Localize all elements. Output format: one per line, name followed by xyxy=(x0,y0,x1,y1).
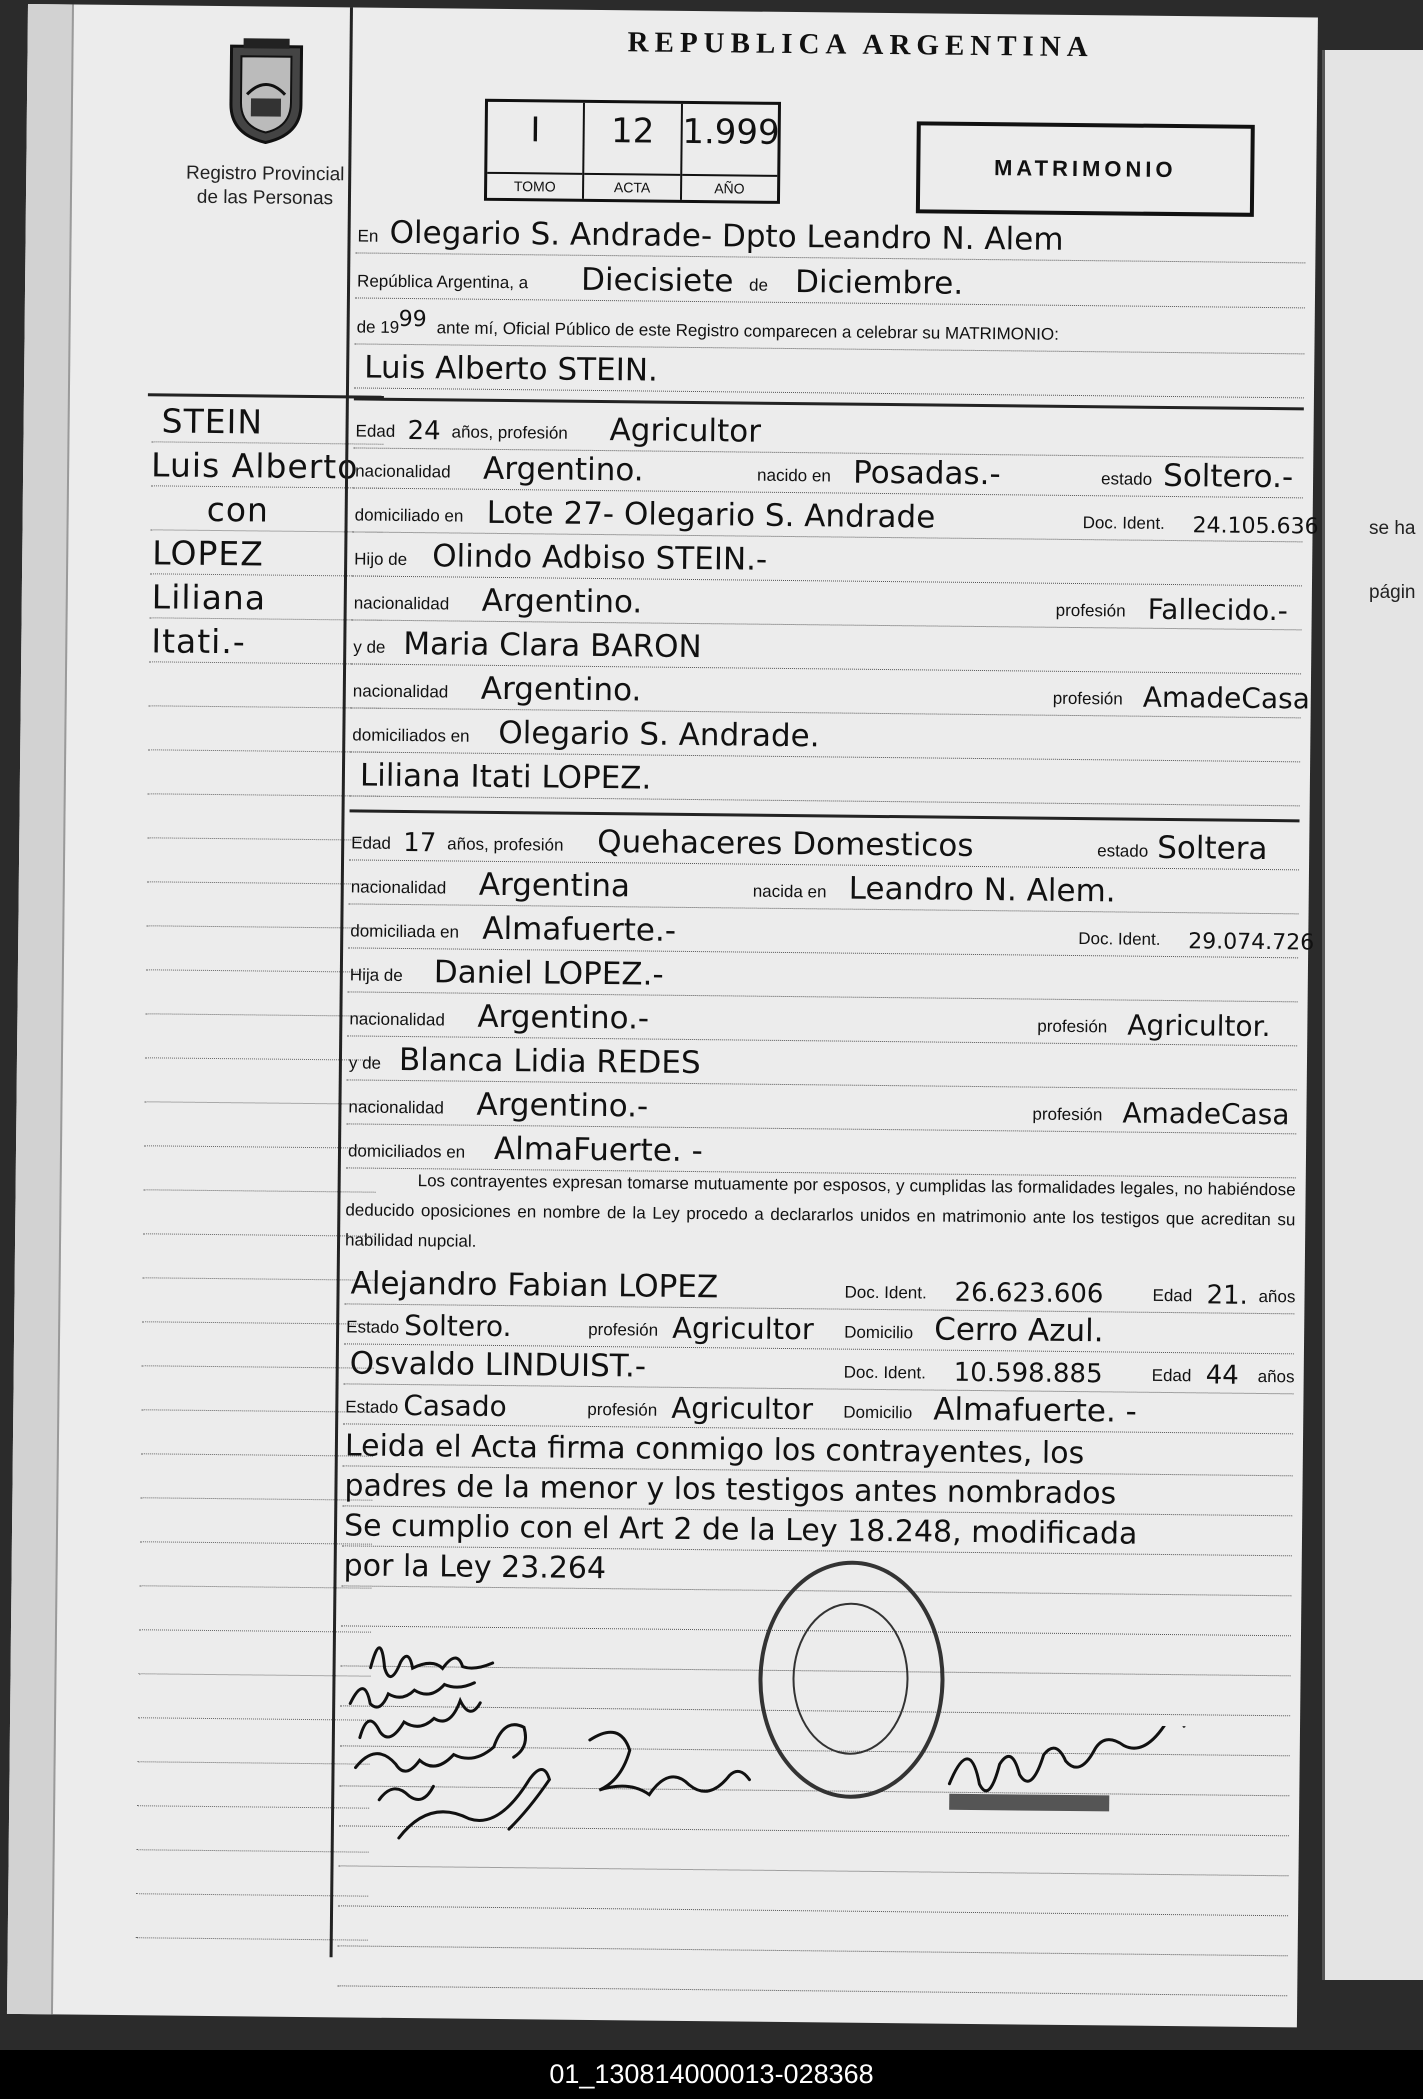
margin-ruling-line xyxy=(141,1453,373,1456)
bride-parents-address-row: domiciliados en AlmaFuerte. - xyxy=(346,1127,1296,1178)
margin-ruling-line xyxy=(144,1189,376,1192)
blank-ruling-line xyxy=(337,1945,1287,1996)
note-line: Se cumplio con el Art 2 de la Ley 18.248, modificada xyxy=(342,1505,1292,1556)
margin-ruling-line xyxy=(145,1101,377,1104)
bride-father-row: Hija de Daniel LOPEZ.- xyxy=(348,951,1298,1002)
adjacent-page-text: se ha xyxy=(1369,518,1416,539)
margin-ruling-line xyxy=(139,1673,371,1676)
record-type-box: MATRIMONIO xyxy=(916,121,1255,217)
declaration-text: Los contrayentes expresan tomarse mutuamente por esposos, y cumplidas las formalidades legales, no habiéndose deducido oposiciones en nombre de la Ley procedo a declararlos unidos en matrimonio ante los testigos que acreditan su habilidad nupcial. xyxy=(344,1171,1296,1251)
margin-ruling-line xyxy=(138,1761,370,1764)
margin-ruling-line xyxy=(136,1937,368,1940)
margin-ruling-line xyxy=(146,969,378,972)
bride-age-row: Edad 17 años, profesión Quehaceres Domesticos estado Soltera xyxy=(349,819,1299,870)
margin-ruling-line xyxy=(142,1321,374,1324)
witness1-name-row: Alejandro Fabian LOPEZ Doc. Ident. 26.623.606 Edad 21. años xyxy=(344,1263,1294,1314)
margin-text: Luis Alberto xyxy=(150,445,359,487)
groom-father-nationality-row: nacionalidad Argentino. profesión Fallecido.- xyxy=(352,579,1302,630)
record-reference-box xyxy=(484,99,781,204)
groom-parents-address-row: domiciliados en Olegario S. Andrade. xyxy=(350,711,1300,762)
intro-place-row: En Olegario S. Andrade- Dpto Leandro N. Alem xyxy=(355,212,1305,263)
note-line: padres de la menor y los testigos antes nombrados xyxy=(342,1465,1292,1516)
country-title: REPUBLICA ARGENTINA xyxy=(627,26,1094,64)
place-value: Olegario S. Andrade- Dpto Leandro N. Alem xyxy=(389,214,1064,258)
margin-text: con xyxy=(206,489,270,530)
margin-ruling-line xyxy=(147,837,379,840)
adjacent-page-text: págin xyxy=(1369,582,1416,603)
margin-ruling-line xyxy=(141,1409,373,1412)
margin-text: LOPEZ xyxy=(152,533,265,574)
intro-year-row: de 19 99 ante mí, Oficial Público de este Registro comparecen a celebrar su MATRIMONIO: xyxy=(354,303,1304,354)
margin-ruling-line xyxy=(138,1717,370,1720)
margin-ruling-line xyxy=(143,1277,375,1280)
margin-ruling-line xyxy=(149,661,381,664)
bride-address-row: domiciliada en Almafuerte.- Doc. Ident. 29.074.726 xyxy=(348,907,1298,958)
month-value: Diciembre. xyxy=(794,264,964,302)
provincial-registry-seal-icon xyxy=(221,34,312,145)
witness2-name-row: Osvaldo LINDUIST.- Doc. Ident. 10.598.885 Edad 44 años xyxy=(344,1343,1294,1394)
year-value: 99 xyxy=(398,306,427,333)
margin-ruling-line xyxy=(140,1497,372,1500)
groom-father-row: Hijo de Olindo Adbiso STEIN.- xyxy=(352,535,1302,586)
bride-name-row xyxy=(350,755,1300,806)
margin-text: Liliana xyxy=(151,577,267,618)
margin-ruling-line xyxy=(137,1849,369,1852)
tomo-cell: I TOMO xyxy=(487,102,585,199)
witness1-details-row: Estado Soltero. profesión Agricultor Domicilio Cerro Azul. xyxy=(344,1303,1294,1354)
margin-ruling-line xyxy=(147,881,379,884)
bride-mother-nationality-row: nacionalidad Argentino.- profesión AmadeCasa xyxy=(346,1083,1296,1134)
party-signatures xyxy=(338,1627,781,1892)
margin-ruling-line xyxy=(150,617,382,620)
margin-ruling-line xyxy=(145,1057,377,1060)
groom-name-row xyxy=(354,347,1304,398)
margin-ruling-line xyxy=(149,705,381,708)
note-line: Leida el Acta firma conmigo los contrayentes, los xyxy=(343,1425,1293,1476)
scan-identifier: 01_130814000013-028368 xyxy=(0,2050,1423,2099)
adjacent-page xyxy=(1322,50,1423,1980)
margin-ruling-line xyxy=(146,925,378,928)
bride-nationality-row: nacionalidad Argentina nacida en Leandro N. Alem. xyxy=(349,863,1299,914)
witness2-details-row: Estado Casado profesión Agricultor Domicilio Almafuerte. - xyxy=(343,1383,1293,1434)
margin-ruling-line xyxy=(139,1585,371,1588)
margin-ruling-line xyxy=(143,1233,375,1236)
groom-name: Luis Alberto STEIN. xyxy=(364,349,659,389)
left-margin-column xyxy=(51,4,388,2017)
registry-name: Registro Provincial de las Personas xyxy=(185,162,345,210)
margin-ruling-line xyxy=(139,1629,371,1632)
groom-mother-nationality-row: nacionalidad Argentino. profesión AmadeCasa xyxy=(351,667,1301,718)
margin-text: Itati.- xyxy=(151,621,246,662)
margin-ruling-line xyxy=(142,1365,374,1368)
margin-ruling-line xyxy=(137,1805,369,1808)
certificate-page xyxy=(7,4,1318,2027)
bride-father-nationality-row: nacionalidad Argentino.- profesión Agricultor. xyxy=(347,995,1297,1046)
groom-mother-row: y de Maria Clara BARON xyxy=(351,623,1301,674)
intro-date-row: República Argentina, a Diecisiete de Diciembre. xyxy=(355,257,1305,308)
margin-ruling-line xyxy=(144,1145,376,1148)
anio-cell: 1.999 AÑO xyxy=(682,104,778,201)
margin-ruling-line xyxy=(150,529,382,532)
margin-ruling-line xyxy=(150,573,382,576)
margin-ruling-line xyxy=(145,1013,377,1016)
acta-cell: 12 ACTA xyxy=(584,103,682,200)
margin-ruling-line xyxy=(140,1541,372,1544)
bride-mother-row: y de Blanca Lidia REDES xyxy=(347,1039,1297,1090)
groom-address-row: domiciliado en Lote 27- Olegario S. Andrade Doc. Ident. 24.105.636 xyxy=(352,491,1302,542)
note-line: por la Ley 23.264 xyxy=(341,1545,1291,1596)
margin-ruling-line xyxy=(151,441,383,444)
margin-ruling-line xyxy=(148,749,380,752)
groom-nationality-row: nacionalidad Argentino. nacido en Posadas.- estado Soltero.- xyxy=(353,447,1303,498)
margin-ruling-line xyxy=(148,793,380,796)
official-signature xyxy=(939,1724,1200,1827)
margin-text: STEIN xyxy=(161,401,264,442)
day-value: Diecisiete xyxy=(580,261,734,300)
certificate-body xyxy=(337,7,1318,2027)
bride-name: Liliana Itati LOPEZ. xyxy=(359,757,652,797)
margin-ruling-line xyxy=(136,1893,368,1896)
groom-age-row: Edad 24 años, profesión Agricultor xyxy=(353,407,1303,458)
